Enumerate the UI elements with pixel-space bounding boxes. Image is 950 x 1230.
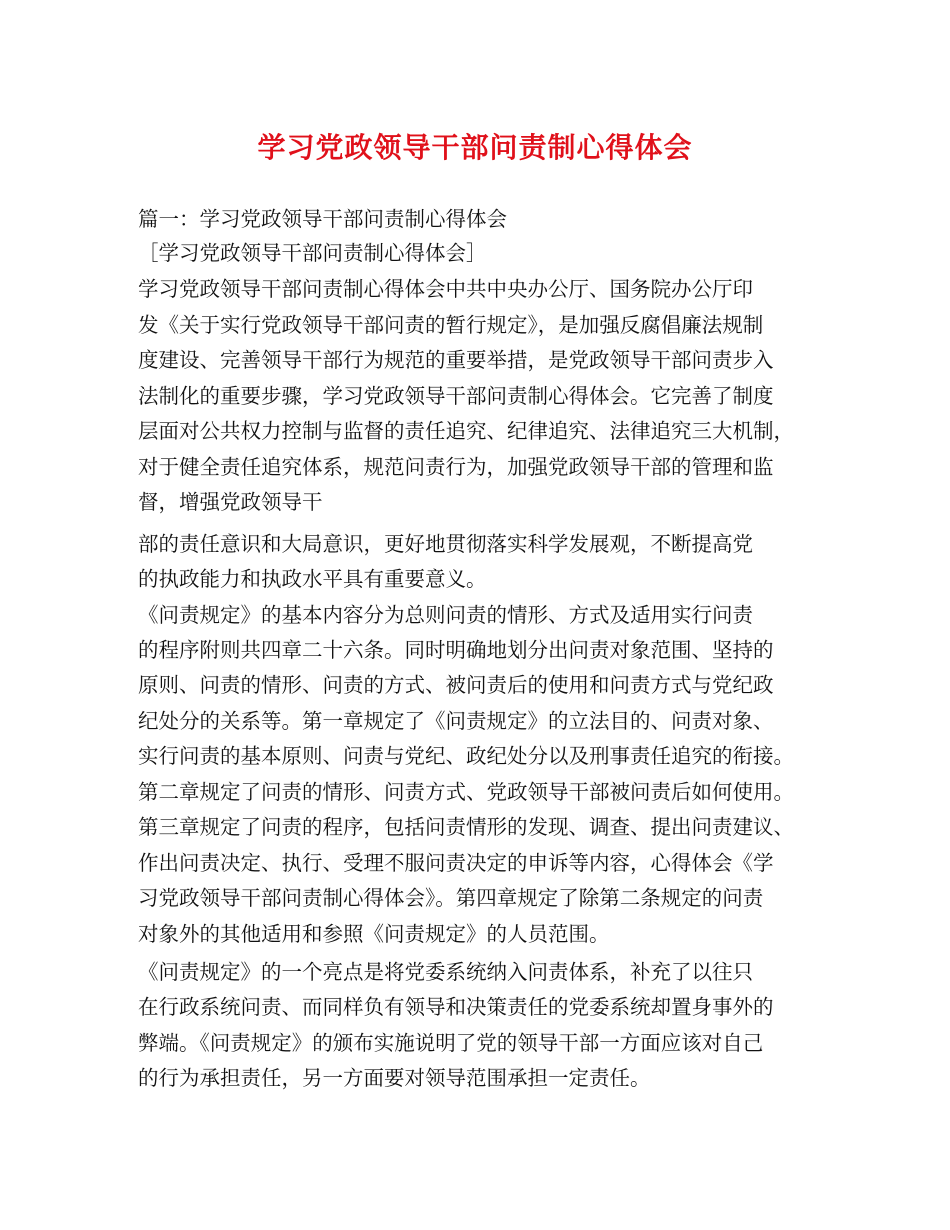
body-line: 《问责规定》的基本内容分为总则问责的情形、方式及适用实行问责: [138, 603, 753, 627]
body-line: 习党政领导干部问责制心得体会》。第四章规定了除第二条规定的问责: [138, 886, 764, 910]
document-title: 学习党政领导干部问责制心得体会: [257, 131, 693, 164]
body-line: 原则、问责的情形、问责的方式、被问责后的使用和问责方式与党纪政: [138, 673, 774, 697]
body-line: 弊端。《问责规定》的颁布实施说明了党的领导干部一方面应该对自己: [138, 1031, 764, 1055]
body-line: 篇一：学习党政领导干部问责制心得体会: [138, 207, 507, 231]
body-line: 部的责任意识和大局意识，更好地贯彻落实科学发展观，不断提高党: [138, 532, 753, 556]
body-line: 法制化的重要步骤，学习党政领导干部问责制心得体会。它完善了制度: [138, 384, 774, 408]
body-line: 作出问责决定、执行、受理不服问责决定的申诉等内容，心得体会《学: [138, 851, 774, 875]
body-line: 第三章规定了问责的程序，包括问责情形的发现、调查、提出问责建议、: [138, 815, 794, 839]
body-line: 实行问责的基本原则、问责与党纪、政纪处分以及刑事责任追究的衔接。: [138, 744, 794, 768]
body-line: ［学习党政领导干部问责制心得体会］: [138, 241, 487, 265]
body-line: 在行政系统问责、而同样负有领导和决策责任的党委系统却置身事外的: [138, 995, 774, 1019]
body-line: 层面对公共权力控制与监督的责任追究、纪律追究、法律追究三大机制，: [138, 419, 794, 443]
body-line: 发《关于实行党政领导干部问责的暂行规定》，是加强反腐倡廉法规制: [138, 313, 764, 337]
body-line: 对于健全责任追究体系，规范问责行为，加强党政领导干部的管理和监: [138, 455, 774, 479]
body-line: 对象外的其他适用和参照《问责规定》的人员范围。: [138, 922, 610, 946]
body-line: 的程序附则共四章二十六条。同时明确地划分出问责对象范围、坚持的: [138, 638, 774, 662]
body-line: 的执政能力和执政水平具有重要意义。: [138, 567, 487, 591]
body-line: 第二章规定了问责的情形、问责方式、党政领导干部被问责后如何使用。: [138, 780, 794, 804]
body-line: 度建设、完善领导干部行为规范的重要举措，是党政领导干部问责步入: [138, 348, 774, 372]
body-line: 的行为承担责任，另一方面要对领导范围承担一定责任。: [138, 1066, 651, 1090]
body-line: 学习党政领导干部问责制心得体会中共中央办公厅、国务院办公厅印: [138, 277, 753, 301]
body-line: 纪处分的关系等。第一章规定了《问责规定》的立法目的、问责对象、: [138, 709, 774, 733]
body-line: 《问责规定》的一个亮点是将党委系统纳入问责体系，补充了以往只: [138, 960, 753, 984]
body-line: 督，增强党政领导干: [138, 490, 323, 514]
